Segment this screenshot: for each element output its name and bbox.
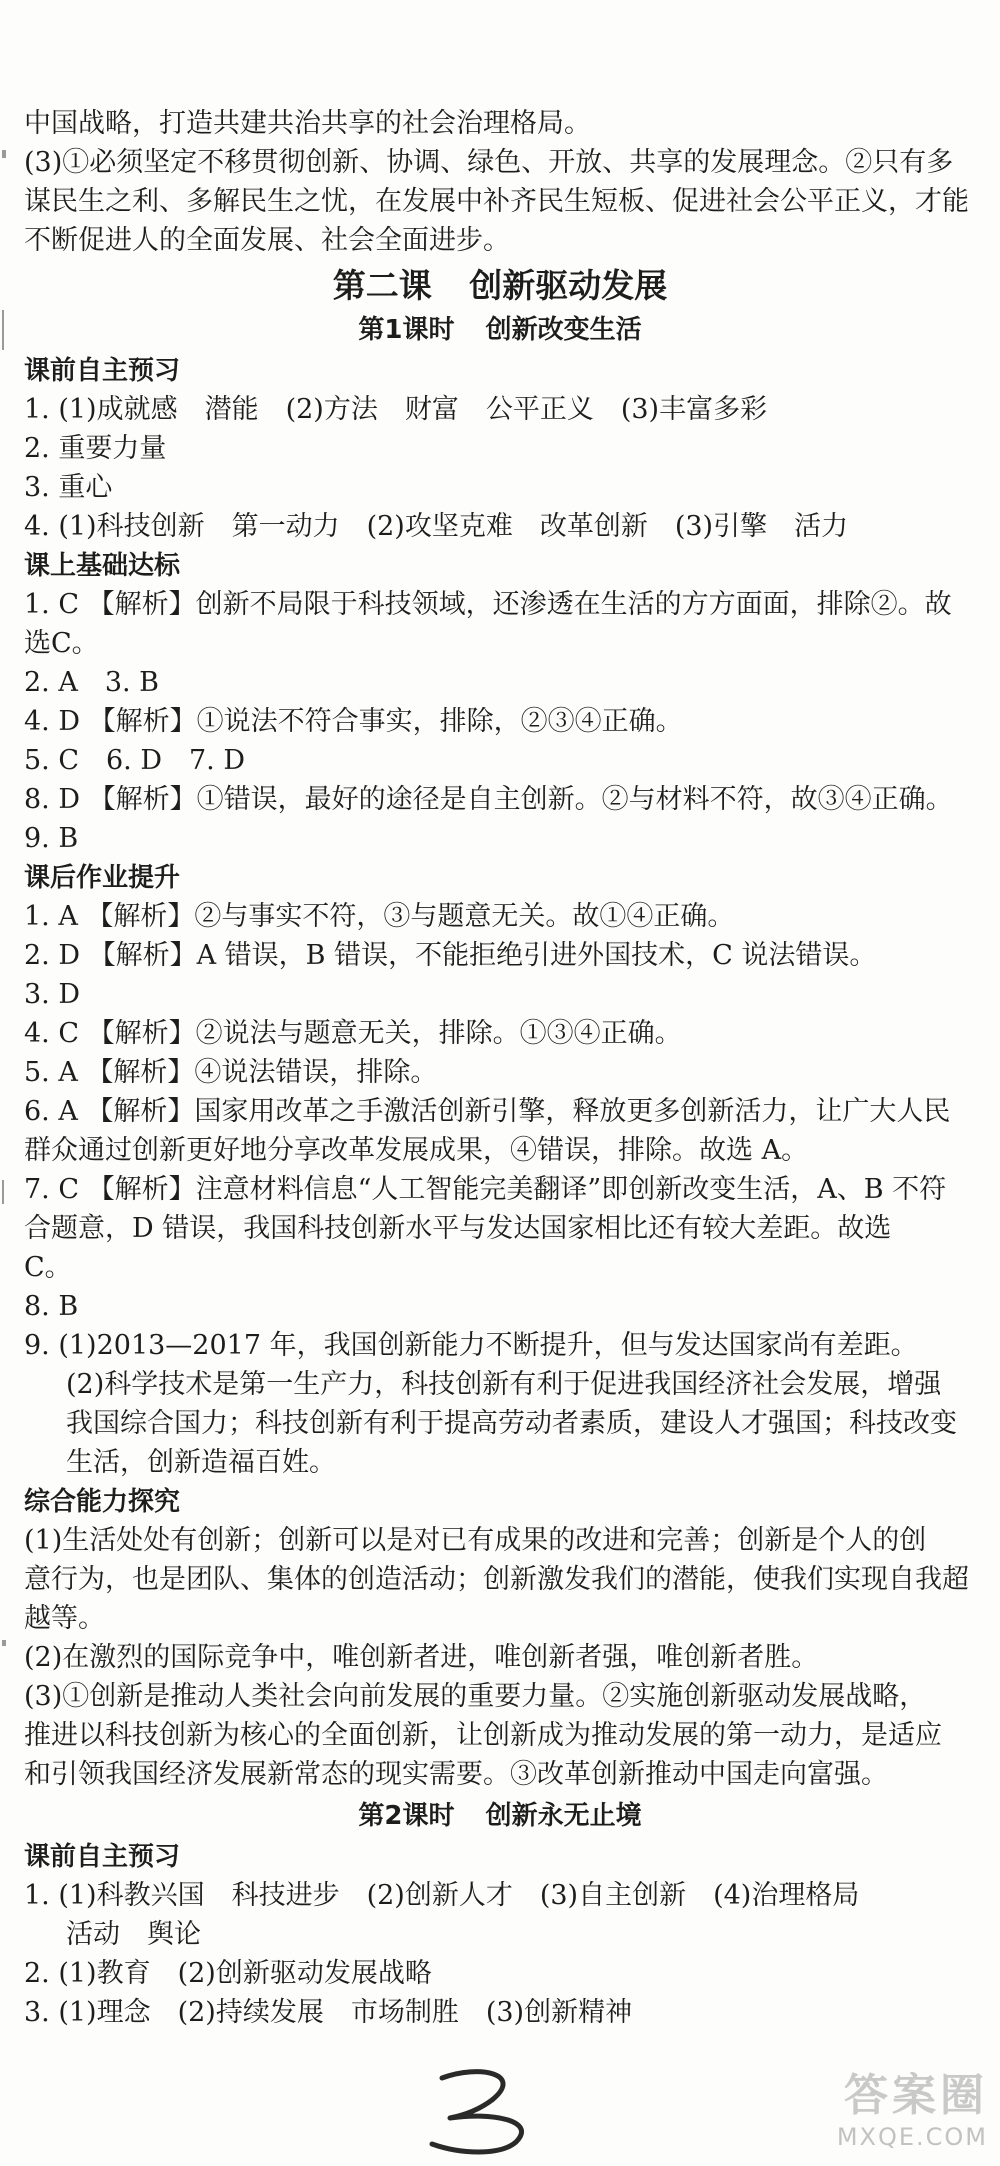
binding-mark [2,1180,4,1204]
section-heading-class: 课上基础达标 [24,551,181,581]
answer-line: 和引领我国经济发展新常态的现实需要。③改革创新推动中国走向富强。 [24,1759,888,1790]
answer-line: 合题意，D 错误，我国科技创新水平与发达国家相比还有较大差距。故选 [24,1213,892,1244]
answer-line: 6. A 【解析】国家用改革之手激活创新引擎，释放更多创新活力，让广大人民 [24,1096,951,1127]
answer-line: 4. D 【解析】①说法不符合事实，排除，②③④正确。 [24,706,683,737]
binding-mark [2,150,6,158]
period-title: 第1课时 创新改变生活 [358,315,642,345]
answer-line: 越等。 [24,1603,105,1634]
section-heading-preview: 课前自主预习 [24,1842,181,1872]
answer-line: 推进以科技创新为核心的全面创新，让创新成为推动发展的第一动力，是适应 [24,1720,942,1751]
answer-line: 1. (1)成就感 潜能 (2)方法 财富 公平正义 (3)丰富多彩 [24,394,768,425]
answer-line: 4. (1)科技创新 第一动力 (2)攻坚克难 改革创新 (3)引擎 活力 [24,511,849,542]
answer-line: 5. A 【解析】④说法错误，排除。 [24,1057,438,1088]
answer-line: 2. D 【解析】A 错误，B 错误，不能拒绝引进外国技术，C 说法错误。 [24,940,877,971]
watermark-logo: 答案圈 [844,2070,988,2121]
binding-mark [2,1640,6,1646]
answer-line: 4. C 【解析】②说法与题意无关，排除。①③④正确。 [24,1018,682,1049]
text-line: 谋民生之利、多解民生之忧，在发展中补齐民生短板、促进社会公平正义，才能 [24,186,969,217]
answer-line: 2. (1)教育 (2)创新驱动发展战略 [24,1958,432,1989]
answer-line: 9. B [24,823,79,854]
answer-line: 活动 舆论 [66,1919,201,1950]
answer-line: 1. A 【解析】②与事实不符，③与题意无关。故①④正确。 [24,901,735,932]
answer-line: 3. 重心 [24,472,113,503]
answer-line: (2)在激烈的国际竞争中，唯创新者进，唯创新者强，唯创新者胜。 [24,1642,819,1673]
handwritten-mark [420,2060,550,2160]
answer-line: 3. (1)理念 (2)持续发展 市场制胜 (3)创新精神 [24,1997,633,2028]
answer-line: 7. C 【解析】注意材料信息“人工智能完美翻译”即创新改变生活，A、B 不符 [24,1174,947,1205]
answer-line: 5. C 6. D 7. D [24,745,245,776]
text-line: (3)①必须坚定不移贯彻创新、协调、绿色、开放、共享的发展理念。②只有多 [24,147,954,178]
section-heading-preview: 课前自主预习 [24,356,181,386]
section-heading-homework: 课后作业提升 [24,863,181,893]
watermark-url: MXQE.COM [836,2123,988,2151]
answer-line: 1. C 【解析】创新不局限于科技领域，还渗透在生活的方方面面，排除②。故 [24,589,952,620]
answer-line: 选C。 [24,628,99,659]
answer-line: C。 [24,1252,72,1283]
answer-line: (3)①创新是推动人类社会向前发展的重要力量。②实施创新驱动发展战略， [24,1681,927,1712]
answer-line: 生活，创新造福百姓。 [66,1447,336,1478]
text-line: 中国战略，打造共建共治共享的社会治理格局。 [24,108,591,139]
answer-line: 9. (1)2013—2017 年，我国创新能力不断提升，但与发达国家尚有差距。 [24,1330,918,1361]
section-heading-explore: 综合能力探究 [24,1487,181,1517]
answer-line: 我国综合国力；科技创新有利于提高劳动者素质，建设人才强国；科技改变 [66,1408,957,1439]
answer-line: 8. B [24,1291,79,1322]
lesson-title: 第二课 创新驱动发展 [332,266,668,305]
answer-line: (2)科学技术是第一生产力，科技创新有利于促进我国经济社会发展，增强 [66,1369,942,1400]
answer-line: 2. 重要力量 [24,433,167,464]
text-line: 不断促进人的全面发展、社会全面进步。 [24,225,510,256]
answer-line: 2. A 3. B [24,667,160,698]
answer-line: 8. D 【解析】①错误，最好的途径是自主创新。②与材料不符，故③④正确。 [24,784,953,815]
answer-line: 群众通过创新更好地分享改革发展成果，④错误，排除。故选 A。 [24,1135,809,1166]
answer-line: 意行为，也是团队、集体的创造活动；创新激发我们的潜能，使我们实现自我超 [24,1564,969,1595]
watermark [728,2070,988,2160]
period-title: 第2课时 创新永无止境 [358,1801,642,1831]
answer-line: (1)生活处处有创新；创新可以是对已有成果的改进和完善；创新是个人的创 [24,1525,927,1556]
answer-line: 3. D [24,979,80,1010]
answer-line: 1. (1)科教兴国 科技进步 (2)创新人才 (3)自主创新 (4)治理格局 [24,1880,860,1911]
